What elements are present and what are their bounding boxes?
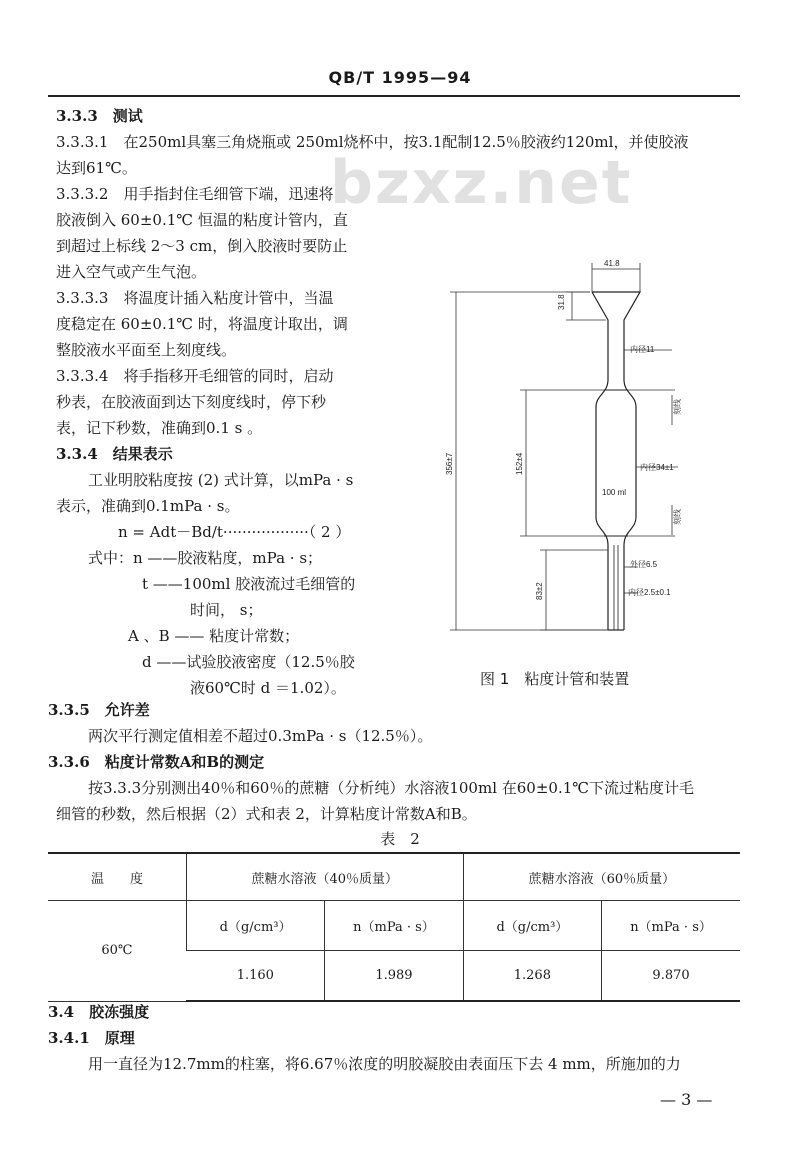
para-3-3-3-2-line1: 3.3.3.2 用手指封住毛细管下端，迅速将 [56, 185, 334, 203]
formula-2: n = Adt－Bd/t··················（ 2 ） [118, 523, 351, 541]
section-3-3-6-heading: 3.3.6 粘度计常数A和B的测定 [48, 753, 265, 771]
label-top-width: 41.8 [604, 259, 620, 268]
para-3-3-3-4-line2: 秒表，在胶液面到达下刻度线时，停下秒 [56, 393, 327, 411]
label-mark-upper: 刻线 [673, 399, 682, 415]
para-3-3-3-2-line3: 到超过上标线 2～3 cm，倒入胶液时要防止 [56, 237, 348, 255]
table-header-temperature: 温 度 [48, 853, 186, 901]
standard-code: QB/T 1995—94 [328, 68, 472, 87]
where-t-line1: t ——100ml 胶液流过毛细管的 [142, 575, 356, 593]
table-header-sucrose-40: 蔗糖水溶液（40％质量） [186, 853, 463, 901]
where-d-line2: 液60℃时 d ＝1.02）。 [190, 679, 346, 697]
where-ab: A 、B —— 粘度计常数； [128, 627, 300, 645]
capillary-bore [614, 545, 618, 630]
para-3-3-3-3-line2: 度稳定在 60±0.1℃ 时，将温度计取出，调 [56, 315, 348, 333]
section-3-4-1-heading: 3.4.1 原理 [48, 1029, 135, 1047]
label-cup-height: 31.8 [557, 294, 566, 310]
table-subheader-viscosity-60: n（mPa · s） [602, 901, 740, 951]
table-subheader-density-40: d（g/cm³） [186, 901, 324, 951]
watermark: bzxz.net [330, 148, 633, 218]
para-3-3-3-4-line1: 3.3.3.4 将手指移开毛细管的同时，启动 [56, 367, 334, 385]
table-cell-density-40: 1.160 [186, 951, 324, 1002]
para-3-3-4-line2: 表示，准确到0.1mPa · s。 [56, 497, 240, 515]
label-total-height: 356±7 [445, 452, 454, 475]
para-3-3-5: 两次平行测定值相差不超过0.3mPa · s（12.5％）。 [88, 727, 433, 745]
table-cell-viscosity-60: 9.870 [602, 951, 740, 1002]
para-3-3-3-3-line1: 3.3.3.3 将温度计插入粘度计管中，当温 [56, 289, 334, 307]
table-2 [48, 852, 740, 1002]
where-t-line2: 时间， s； [190, 601, 263, 619]
label-capillary-id: 内径2.5±0.1 [628, 588, 671, 597]
para-3-4-1-line1: 用一直径为12.7mm的柱塞，将6.67％浓度的明胶凝胶由表面压下去 4 mm，所施加的力 [88, 1055, 681, 1073]
para-3-3-3-1-line2: 达到61℃。 [56, 159, 137, 177]
para-3-3-3-2-line2: 胶液倒入 60±0.1℃ 恒温的粘度计管内，直 [56, 211, 348, 229]
table-cell-temperature: 60℃ [48, 901, 186, 1002]
table-cell-viscosity-40: 1.989 [325, 951, 463, 1002]
tube-right-outline [592, 292, 640, 630]
where-n: 式中：n ——胶液粘度，mPa · s； [88, 549, 323, 567]
table-header-sucrose-60: 蔗糖水溶液（60％质量） [463, 853, 740, 901]
section-3-4-heading: 3.4 胶冻强度 [48, 1003, 150, 1021]
label-neck-id: 内径11 [630, 345, 655, 354]
para-3-3-6-line1: 按3.3.3分别测出40％和60％的蔗糖（分析纯）水溶液100ml 在60±0.1℃下流过粘度计毛 [88, 779, 695, 797]
table-cell-density-60: 1.268 [463, 951, 601, 1002]
section-3-3-5-heading: 3.3.5 允许差 [48, 701, 150, 719]
viscometer-figure [440, 255, 740, 640]
table-subheader-density-60: d（g/cm³） [463, 901, 601, 951]
section-3-3-3-heading: 3.3.3 测试 [56, 107, 143, 125]
para-3-3-3-1-line1: 3.3.3.1 在250ml具塞三角烧瓶或 250ml烧杯中，按3.1配制12.5％胶液约120ml，并使胶液 [56, 133, 689, 151]
where-d-line1: d ——试验胶液密度（12.5％胶 [142, 653, 355, 671]
label-outer-diameter: 外径6.5 [630, 560, 658, 569]
figure-caption: 图 1 粘度计管和装置 [480, 670, 630, 688]
tube-left-outline [592, 292, 608, 630]
para-3-3-6-line2: 细管的秒数，然后根据（2）式和表 2，计算粘度计常数A和B。 [56, 805, 477, 823]
para-3-3-3-4-line3: 表，记下秒数，准确到0.1 s 。 [56, 419, 263, 437]
table-subheader-viscosity-40: n（mPa · s） [325, 901, 463, 951]
para-3-3-4-line1: 工业明胶粘度按 (2) 式计算，以mPa · s [88, 471, 354, 489]
header-rule [48, 95, 740, 97]
page-number: — 3 — [660, 1090, 713, 1109]
label-bulb-id: 内径34±1 [640, 463, 674, 472]
label-bulb-volume: 100 ml [602, 488, 627, 497]
label-mark-lower: 刻线 [673, 509, 682, 525]
para-3-3-3-2-line4: 进入空气或产生气泡。 [56, 263, 207, 281]
para-3-3-3-3-line3: 整胶液水平面至上刻度线。 [56, 341, 237, 359]
label-bulb-height: 152±4 [515, 452, 524, 475]
label-capillary-height: 83±2 [535, 582, 544, 600]
table-2-title: 表 2 [380, 830, 420, 848]
section-3-3-4-heading: 3.3.4 结果表示 [56, 445, 173, 463]
